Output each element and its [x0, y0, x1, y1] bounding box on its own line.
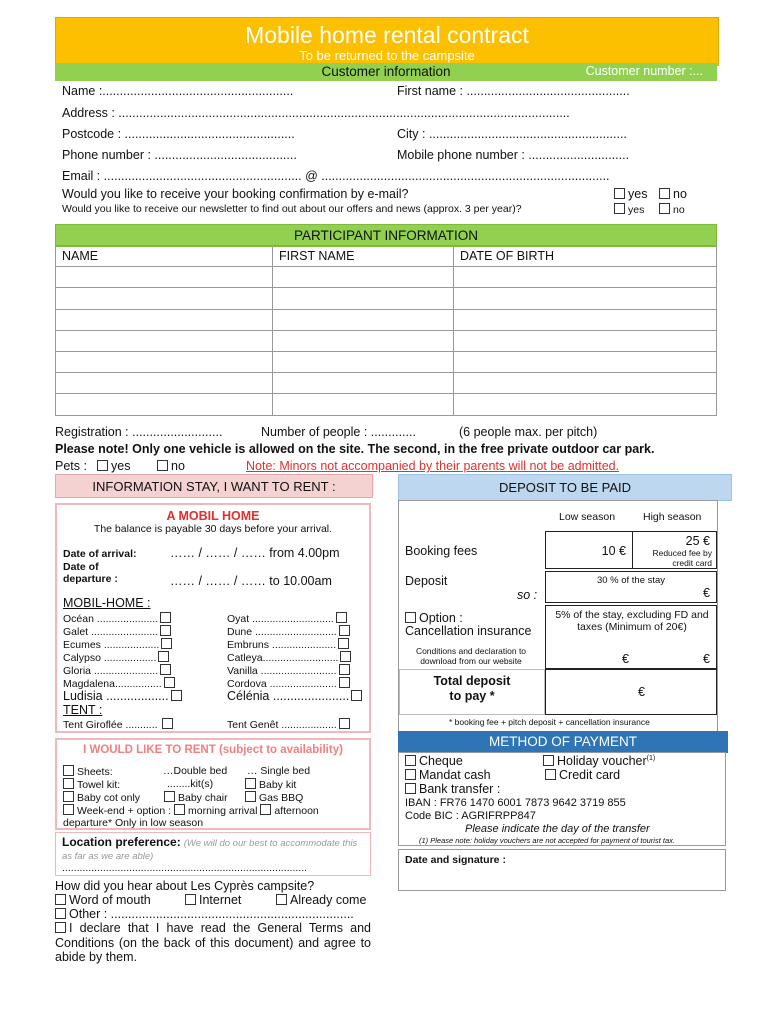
checkbox-icon[interactable]	[160, 612, 171, 623]
checkbox-icon[interactable]	[339, 718, 350, 729]
extras-title: I WOULD LIKE TO RENT (subject to availability)	[83, 744, 343, 756]
declaration-text: I declare that I have read the General Terms and Conditions (on the back of this document) and agree to abide by them.	[55, 921, 371, 964]
model-label: Calypso ..................	[63, 652, 157, 664]
word-of-mouth-label: Word of mouth	[69, 893, 151, 907]
checkbox-icon[interactable]	[614, 188, 625, 199]
declaration-option[interactable]	[55, 921, 371, 965]
no-label: no	[673, 187, 687, 201]
departure-label-line1: Date of	[63, 561, 99, 573]
table-cell[interactable]	[454, 330, 717, 351]
payment-section-title: METHOD OF PAYMENT	[489, 734, 637, 749]
credit-card-label: Credit card	[559, 768, 621, 782]
conditions-note: Conditions and declaration to download from our website	[415, 646, 527, 666]
gas-bbq-label: Gas BBQ	[259, 792, 304, 804]
checkbox-icon[interactable]	[164, 677, 175, 688]
arrival-label: Date of arrival:	[63, 548, 137, 560]
tent-option[interactable]	[227, 718, 353, 731]
checkbox-icon[interactable]	[405, 769, 416, 780]
payment-section-bar	[398, 731, 728, 753]
baby-kit-label: Baby kit	[259, 779, 297, 791]
checkbox-icon[interactable]	[185, 894, 196, 905]
high-fee-value: 25 €	[685, 534, 710, 548]
city-field[interactable]: City : .........................................................	[397, 127, 627, 141]
single-bed-field[interactable]: … Single bed	[247, 765, 311, 777]
checkbox-icon[interactable]	[338, 638, 349, 649]
mobil-home-box	[55, 503, 371, 733]
table-cell[interactable]	[273, 309, 454, 330]
location-field[interactable]: ....................................................................................	[62, 862, 308, 874]
checkbox-icon[interactable]	[55, 922, 66, 933]
model-option[interactable]	[63, 651, 172, 664]
credit-card-option[interactable]	[545, 768, 620, 782]
model-label: Dune ............................	[227, 626, 337, 638]
model-label: Gloria ......................	[63, 665, 159, 677]
kits-field[interactable]: ........kit(s)	[167, 778, 214, 790]
table-cell[interactable]	[56, 288, 273, 309]
option-label	[405, 611, 463, 625]
model-option[interactable]	[63, 638, 175, 651]
mobil-home-heading: MOBIL-HOME :	[63, 596, 151, 610]
stay-section-title: INFORMATION STAY, I WANT TO RENT :	[92, 479, 336, 494]
afternoon-label: afternoon	[274, 805, 319, 817]
iban: IBAN : FR76 1470 6001 7873 9642 3719 855	[405, 797, 626, 809]
first-name-field[interactable]: First name : ...............................................	[397, 84, 630, 98]
pets-no[interactable]	[157, 459, 185, 473]
location-hint: (We will do our best to accommodate this as far as we are able)	[62, 838, 358, 862]
checkbox-icon[interactable]	[63, 791, 74, 802]
option-cell[interactable]	[545, 605, 717, 669]
yes-label: yes	[628, 204, 645, 216]
participant-section-bar	[55, 224, 717, 247]
weekend-label: Week-end + option :	[77, 805, 172, 817]
checkbox-icon[interactable]	[351, 690, 362, 701]
model-option[interactable]	[227, 625, 353, 638]
checkbox-icon[interactable]	[157, 460, 168, 471]
arrival-date-field[interactable]: …… / …… / …… from 4.00pm	[170, 546, 340, 560]
bank-transfer-label: Bank transfer :	[419, 782, 501, 796]
option-euro-low: €	[622, 652, 629, 666]
double-bed-field[interactable]: …Double bed	[163, 765, 228, 777]
low-season-note: departure* Only in low season	[63, 817, 204, 829]
postcode-field[interactable]: Postcode : .................................................	[62, 127, 295, 141]
checkbox-icon[interactable]	[543, 755, 554, 766]
table-cell[interactable]	[454, 288, 717, 309]
table-row[interactable]	[56, 309, 717, 330]
table-cell[interactable]	[454, 351, 717, 372]
already-come-label: Already come	[290, 893, 367, 907]
reduced-fee-note: Reduced fee by credit card	[652, 548, 712, 568]
checkbox-icon[interactable]	[63, 778, 74, 789]
page-title: Mobile home rental contract	[245, 22, 529, 48]
confirmation-yes[interactable]	[614, 187, 647, 201]
holiday-voucher-option[interactable]	[543, 754, 655, 768]
checkbox-icon[interactable]	[158, 651, 169, 662]
table-cell[interactable]	[273, 267, 454, 288]
tent-label: Tent Genêt ...................	[227, 719, 337, 731]
checkbox-icon[interactable]	[405, 783, 416, 794]
checkbox-icon[interactable]	[161, 638, 172, 649]
sheets-label: Sheets:	[77, 766, 113, 778]
cheque-option[interactable]	[405, 754, 463, 768]
deposit-euro: €	[703, 586, 710, 600]
mobil-home-title: A MOBIL HOME	[166, 509, 260, 523]
deposit-section-title: DEPOSIT TO BE PAID	[499, 480, 631, 495]
table-cell[interactable]	[273, 288, 454, 309]
stay-section-bar	[55, 474, 373, 498]
newsletter-yes[interactable]	[614, 203, 644, 216]
checkbox-icon[interactable]	[339, 677, 350, 688]
weekend-option[interactable]	[63, 804, 319, 817]
email-field[interactable]: Email : ......................................................... @ ...................................................................................	[62, 169, 610, 183]
location-box[interactable]	[55, 832, 371, 876]
table-row[interactable]	[56, 373, 717, 394]
tent-option[interactable]	[63, 718, 176, 731]
page-subtitle: To be returned to the campsite	[299, 48, 475, 63]
balance-note: The balance is payable 30 days before your arrival.	[93, 523, 333, 535]
column-header-first-name: FIRST NAME	[273, 246, 454, 267]
high-season-header: High season	[643, 511, 702, 523]
checkbox-icon[interactable]	[336, 612, 347, 623]
bic: Code BIC : AGRIFRPP847	[405, 810, 536, 822]
departure-label-line2: departure :	[63, 573, 118, 585]
model-label: Galet .......................	[63, 626, 159, 638]
internet-label: Internet	[199, 893, 242, 907]
model-label: Ecumes ...................	[63, 639, 160, 651]
internet-option[interactable]	[185, 893, 241, 907]
checkbox-icon[interactable]	[545, 769, 556, 780]
checkbox-icon[interactable]	[174, 804, 185, 815]
total-label-line2: to pay *	[449, 689, 495, 703]
table-row[interactable]	[56, 330, 717, 351]
cash-label: Mandat cash	[419, 768, 491, 782]
deposit-percent: 30 % of the stay	[596, 575, 666, 586]
people-count-field[interactable]: Number of people : .............	[261, 425, 416, 439]
checkbox-icon[interactable]	[659, 203, 670, 214]
checkbox-icon[interactable]	[160, 625, 171, 636]
deposit-label: Deposit	[405, 574, 448, 588]
total-label-line1: Total deposit	[433, 674, 511, 688]
baby-chair-option[interactable]	[164, 791, 228, 804]
customer-section-bar	[55, 63, 717, 81]
checkbox-icon[interactable]	[340, 651, 351, 662]
arrival-label-text: Date of arrival	[63, 548, 134, 560]
checkbox-icon[interactable]	[55, 908, 66, 919]
tent-heading: TENT :	[63, 703, 103, 717]
option-description: 5% of the stay, excluding FD and taxes (Minimum of 20€)	[555, 609, 709, 633]
pets-label: Pets :	[55, 459, 87, 473]
checkbox-icon[interactable]	[339, 625, 350, 636]
table-cell[interactable]	[56, 309, 273, 330]
checkbox-icon[interactable]	[405, 755, 416, 766]
model-option[interactable]	[63, 612, 174, 625]
mobile-field[interactable]: Mobile phone number : .............................	[397, 148, 630, 162]
checkbox-icon[interactable]	[55, 894, 66, 905]
deposit-section-bar	[398, 474, 732, 501]
total-euro: €	[638, 685, 645, 699]
option-euro-high: €	[703, 652, 710, 666]
voucher-note: (1) Please note: holiday vouchers are not accepted for payment of tourist tax.	[419, 836, 675, 845]
model-option[interactable]	[227, 689, 365, 703]
checkbox-icon[interactable]	[659, 188, 670, 199]
tent-label: Tent Giroflée ...........	[63, 719, 158, 731]
model-label: Vanilla ..........................	[227, 665, 337, 677]
model-option[interactable]	[227, 664, 353, 677]
yes-label: yes	[111, 459, 131, 473]
model-label: Célénia ......................	[227, 689, 350, 703]
model-option[interactable]	[227, 612, 350, 625]
pets-yes[interactable]	[97, 459, 130, 473]
newsletter-question: Would you like to receive our newsletter to find out about our offers and news (approx. 3 per year)?	[62, 203, 522, 215]
total-value-cell[interactable]	[545, 669, 717, 715]
newsletter-no[interactable]	[659, 203, 685, 216]
table-cell[interactable]	[454, 394, 717, 415]
table-row[interactable]	[56, 351, 717, 372]
table-cell[interactable]	[56, 267, 273, 288]
table-header-row	[56, 246, 717, 267]
checkbox-icon[interactable]	[245, 778, 256, 789]
confirmation-question: Would you like to receive your booking confirmation by e-mail?	[62, 187, 409, 201]
checkbox-icon[interactable]	[162, 718, 173, 729]
checkbox-icon[interactable]	[63, 804, 74, 815]
table-cell[interactable]	[56, 373, 273, 394]
gas-bbq-option[interactable]	[245, 791, 303, 804]
checkbox-icon[interactable]	[63, 765, 74, 776]
cancellation-insurance-label: Cancellation insurance	[405, 624, 532, 638]
checkbox-icon[interactable]	[97, 460, 108, 471]
column-header-date-of-birth: DATE OF BIRTH	[454, 246, 717, 267]
confirmation-no[interactable]	[659, 187, 687, 201]
table-row[interactable]	[56, 267, 717, 288]
table-cell[interactable]	[56, 351, 273, 372]
option-label-text: Option :	[419, 611, 463, 625]
table-cell[interactable]	[273, 394, 454, 415]
cash-option[interactable]	[405, 768, 491, 782]
model-label: Cordova .......................	[227, 678, 337, 690]
table-cell[interactable]	[454, 309, 717, 330]
model-label: Ludisia ..................	[63, 689, 169, 703]
model-label: Embruns ......................	[227, 639, 337, 651]
checkbox-icon[interactable]	[405, 612, 416, 623]
sheets-option[interactable]	[63, 765, 113, 778]
table-row[interactable]	[56, 394, 717, 415]
other-option[interactable]	[55, 907, 354, 921]
total-label-cell	[399, 669, 545, 715]
model-option[interactable]	[63, 664, 174, 677]
minors-note: Note: Minors not accompanied by their parents will not be admitted.	[246, 459, 620, 473]
holiday-voucher-footnote-mark: (1)	[646, 754, 656, 762]
baby-cot-option[interactable]	[63, 791, 140, 804]
checkbox-icon[interactable]	[276, 894, 287, 905]
already-come-option[interactable]	[276, 893, 366, 907]
holiday-voucher-label: Holiday voucher	[557, 754, 647, 768]
model-label: Magdalena................	[63, 678, 162, 690]
checkbox-icon[interactable]	[171, 690, 182, 701]
vehicle-note: Please note! Only one vehicle is allowed on the site. The second, in the free private outdoor car park.	[55, 442, 655, 456]
no-label: no	[673, 204, 685, 216]
header-banner	[55, 17, 719, 66]
table-cell[interactable]	[273, 351, 454, 372]
survey-question: How did you hear about Les Cyprès campsite?	[55, 879, 315, 893]
model-option[interactable]	[63, 625, 174, 638]
towel-kit-label: Towel kit:	[77, 779, 121, 791]
location-text	[62, 836, 366, 863]
baby-kit-option[interactable]	[245, 778, 296, 791]
phone-field[interactable]: Phone number : .........................................	[62, 148, 297, 162]
towel-kit-option[interactable]	[63, 778, 120, 791]
date-signature-label: Date and signature :	[405, 854, 506, 866]
checkbox-icon[interactable]	[164, 791, 175, 802]
checkbox-icon[interactable]	[339, 664, 350, 675]
model-label: Oyat ............................	[227, 613, 334, 625]
column-header-name: NAME	[56, 246, 273, 267]
name-field[interactable]: Name :.......................................................	[62, 84, 294, 98]
address-field[interactable]: Address : ..................................................................................................................................	[62, 106, 570, 120]
table-cell[interactable]	[56, 330, 273, 351]
table-cell[interactable]	[273, 373, 454, 394]
no-label: no	[171, 459, 185, 473]
baby-chair-label: Baby chair	[178, 792, 228, 804]
cheque-label: Cheque	[419, 754, 463, 768]
booking-fee-low-cell	[545, 531, 633, 569]
table-cell[interactable]	[454, 373, 717, 394]
table-cell[interactable]	[273, 330, 454, 351]
model-option[interactable]	[227, 638, 352, 651]
low-fee-value: 10 €	[601, 544, 626, 558]
table-row[interactable]	[56, 288, 717, 309]
other-field[interactable]: Other : ......................................................................	[69, 907, 354, 921]
registration-field[interactable]: Registration : ..........................	[55, 425, 223, 439]
deposit-value-cell[interactable]	[545, 571, 717, 603]
model-option[interactable]	[227, 651, 354, 664]
low-season-header: Low season	[559, 511, 616, 523]
checkbox-icon[interactable]	[260, 804, 271, 815]
table-cell[interactable]	[56, 394, 273, 415]
signature-box[interactable]	[398, 849, 726, 891]
checkbox-icon[interactable]	[614, 203, 625, 214]
so-label: so :	[517, 588, 538, 602]
yes-label: yes	[628, 187, 648, 201]
word-of-mouth-option[interactable]	[55, 893, 151, 907]
transfer-day-note: Please indicate the day of the transfer	[465, 823, 650, 835]
checkbox-icon[interactable]	[245, 791, 256, 802]
deposit-box	[398, 500, 718, 734]
checkbox-icon[interactable]	[160, 664, 171, 675]
table-cell[interactable]	[454, 267, 717, 288]
model-label: Catleya..........................	[227, 652, 339, 664]
departure-date-field[interactable]: …… / …… / …… to 10.00am	[170, 574, 332, 588]
customer-number-field[interactable]: Customer number :...	[585, 64, 703, 78]
booking-fee-high-cell	[632, 531, 717, 569]
customer-section-title: Customer information	[321, 64, 451, 79]
morning-arrival-label: morning arrival	[188, 805, 258, 817]
extras-box	[55, 738, 371, 830]
participant-section-title: PARTICIPANT INFORMATION	[293, 228, 478, 243]
booking-fees-label: Booking fees	[405, 544, 478, 558]
payment-box	[398, 752, 726, 846]
bank-transfer-option[interactable]	[405, 782, 500, 796]
participants-table	[55, 245, 717, 416]
location-label: Location preference:	[62, 835, 181, 849]
model-option[interactable]	[63, 689, 185, 703]
deposit-footnote: * booking fee + pitch deposit + cancellation insurance	[449, 717, 650, 727]
baby-cot-label: Baby cot only	[77, 792, 141, 804]
model-label: Océan .....................	[63, 613, 159, 625]
max-people-note: (6 people max. per pitch)	[459, 425, 598, 439]
